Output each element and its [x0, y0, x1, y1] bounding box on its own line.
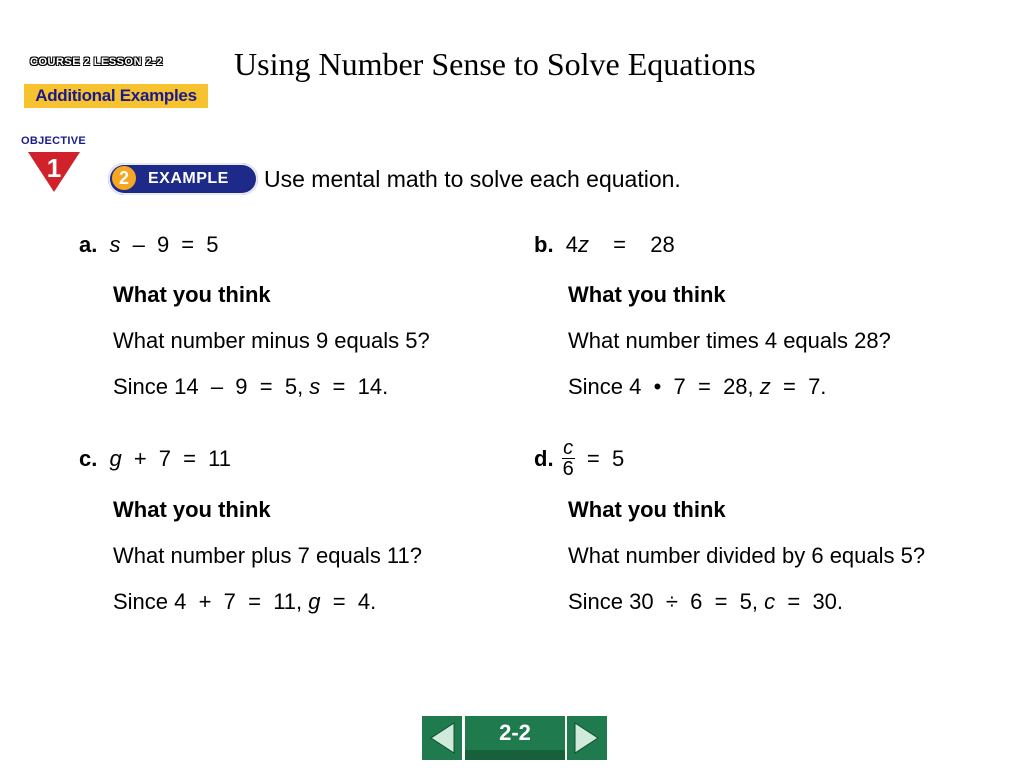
solution-text: Since 30 ÷ 6 = 5,	[568, 589, 765, 614]
variable: z	[577, 232, 589, 257]
solution-text: Since 4 • 7 = 28,	[568, 374, 760, 399]
previous-slide-button[interactable]	[422, 716, 462, 760]
problem-letter: c.	[79, 446, 98, 471]
fraction-denominator: 6	[562, 458, 574, 480]
right-arrow-icon	[573, 721, 601, 755]
problem-b-solution	[568, 374, 826, 400]
variable: g	[109, 446, 122, 471]
problem-b-question: What number times 4 equals 28?	[568, 328, 891, 353]
variable: c	[764, 589, 776, 614]
variable: s	[309, 374, 321, 399]
problem-a-solution	[113, 374, 388, 400]
equation-rest: = 5	[574, 445, 625, 471]
problem-letter: a.	[79, 232, 98, 257]
example-badge	[108, 163, 258, 195]
solution-value: = 7.	[770, 374, 827, 399]
objective-number: 1	[46, 153, 62, 183]
example-label: EXAMPLE	[148, 170, 229, 187]
problem-d-equation	[534, 438, 624, 479]
fraction-numerator: c	[563, 437, 574, 459]
solution-value: = 30.	[775, 589, 844, 614]
example-number: 2	[112, 166, 136, 190]
instruction-text: Use mental math to solve each equation.	[264, 166, 681, 192]
problem-c-question: What number plus 7 equals 11?	[113, 543, 422, 568]
problem-c-think-label: What you think	[113, 497, 271, 522]
variable: z	[759, 374, 771, 399]
problem-a-think-label: What you think	[113, 282, 271, 307]
coefficient: 4	[565, 232, 578, 257]
problem-letter: b.	[534, 232, 554, 257]
problem-a-question: What number minus 9 equals 5?	[113, 328, 430, 353]
solution-text: Since 14 – 9 = 5,	[113, 374, 310, 399]
fraction	[562, 438, 575, 479]
problem-c-solution	[113, 589, 376, 615]
solution-text: Since 4 + 7 = 11,	[113, 589, 309, 614]
equation-rest: = 28	[588, 232, 675, 257]
course-lesson-label: COURSE 2 LESSON 2-2	[30, 56, 163, 68]
equation-rest: – 9 = 5	[120, 232, 219, 257]
variable: s	[109, 232, 121, 257]
problem-c-equation	[79, 446, 231, 472]
problem-a-equation	[79, 232, 219, 258]
problem-d-think-label: What you think	[568, 497, 726, 522]
solution-value: = 4.	[320, 589, 377, 614]
problem-letter: d.	[534, 445, 554, 471]
problem-d-question: What number divided by 6 equals 5?	[568, 543, 926, 568]
problem-d-solution	[568, 589, 843, 615]
solution-value: = 14.	[320, 374, 389, 399]
objective-label: OBJECTIVE	[21, 135, 87, 147]
equation-rest: + 7 = 11	[121, 446, 231, 471]
additional-examples-banner: Additional Examples	[24, 84, 208, 108]
problem-b-think-label: What you think	[568, 282, 726, 307]
page-title: Using Number Sense to Solve Equations	[234, 46, 756, 82]
slide-number-button[interactable]: 2-2	[465, 716, 565, 760]
variable: g	[308, 589, 321, 614]
next-slide-button[interactable]	[567, 716, 607, 760]
objective-triangle-icon	[28, 150, 80, 192]
problem-b-equation	[534, 232, 675, 258]
left-arrow-icon	[428, 721, 456, 755]
